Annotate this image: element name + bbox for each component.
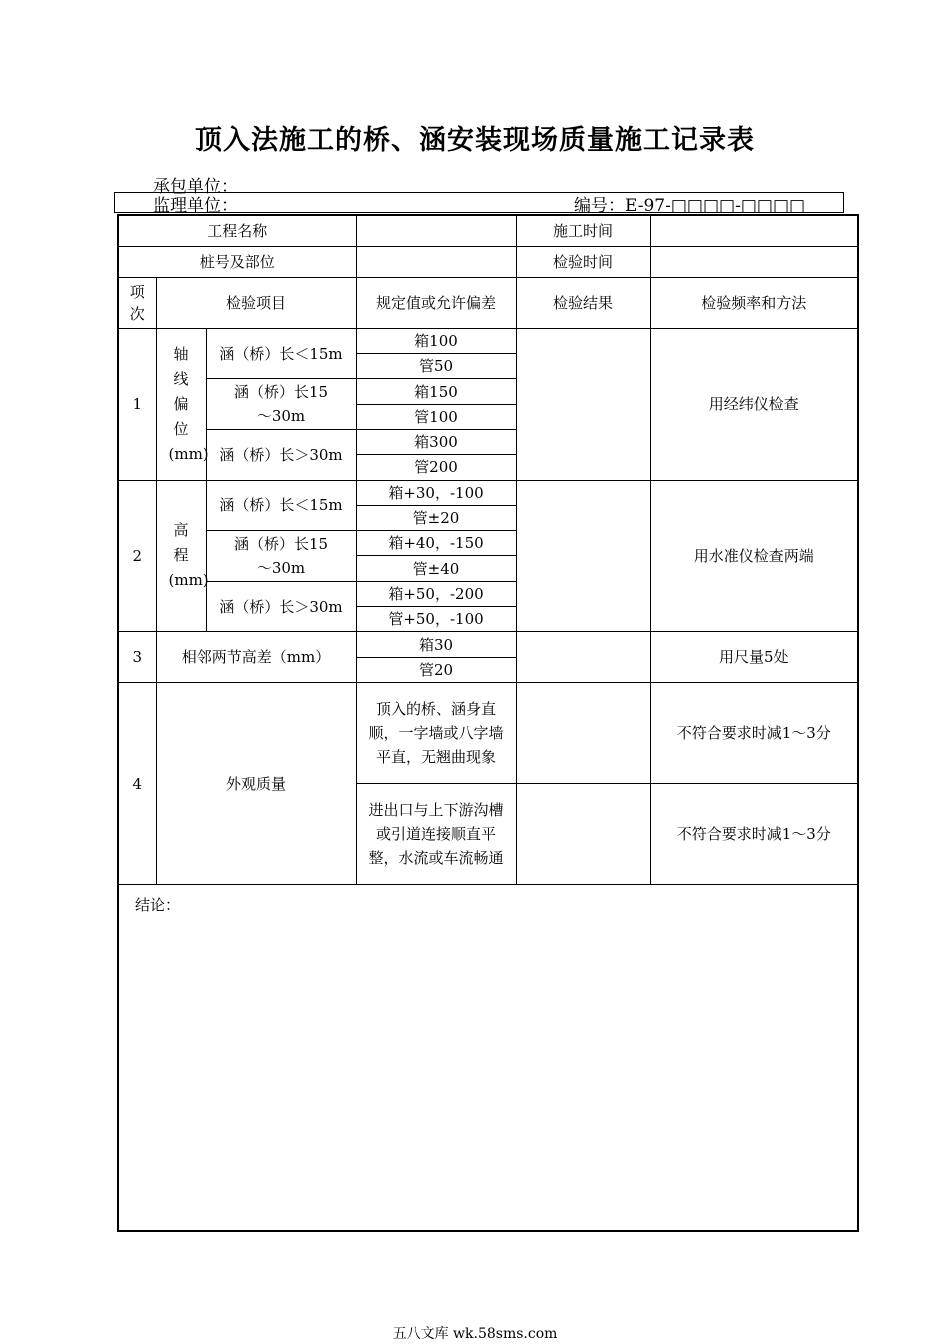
result-field[interactable] [516,682,650,783]
condition-cell: 涵（桥）长15～30m [206,531,356,582]
item-no: 3 [118,632,156,683]
tolerance-value: 箱+40，-150 [356,531,516,556]
inspection-record-table [117,214,859,1232]
serial-number: 编号：E-97-□□□□-□□□□ [574,196,806,216]
project-name-field[interactable] [356,215,516,246]
tolerance-value: 箱300 [356,430,516,455]
tolerance-value: 管100 [356,404,516,429]
result-field[interactable] [516,632,650,683]
method-cell: 用尺量5处 [650,632,858,683]
result-field[interactable] [516,480,650,632]
col-header-frequency: 检验频率和方法 [650,278,858,329]
construction-time-label: 施工时间 [516,215,650,246]
tolerance-value: 箱30 [356,632,516,657]
tolerance-value: 箱150 [356,379,516,404]
inspection-time-label: 检验时间 [516,246,650,277]
conclusion-field[interactable]: 结论： [118,885,858,1231]
item-no: 1 [118,328,156,480]
supervisor-label: 监理单位： [153,196,238,216]
col-header-item-no: 项次 [118,278,156,329]
method-cell: 用经纬仪检查 [650,328,858,480]
tolerance-value: 管50 [356,354,516,379]
tolerance-value: 箱+30，-100 [356,480,516,505]
result-field[interactable] [516,328,650,480]
project-name-label: 工程名称 [118,215,356,246]
construction-time-field[interactable] [650,215,858,246]
item-name: 外观质量 [156,682,356,884]
item-name: 高程(mm) [156,480,206,632]
tolerance-value: 箱100 [356,328,516,353]
contractor-label: 承包单位： [153,177,238,197]
tolerance-value: 管±40 [356,556,516,581]
condition-cell: 涵（桥）长＜15m [206,480,356,531]
condition-cell: 涵（桥）长＜15m [206,328,356,379]
condition-cell: 涵（桥）长＞30m [206,430,356,481]
item-no: 4 [118,682,156,884]
item-name: 轴线偏位(mm) [156,328,206,480]
requirement-cell: 进出口与上下游沟槽或引道连接顺直平整，水流或车流畅通 [356,784,516,885]
tolerance-value: 管20 [356,657,516,682]
result-field[interactable] [516,784,650,885]
condition-cell: 涵（桥）长15～30m [206,379,356,430]
page-title: 顶入法施工的桥、涵安装现场质量施工记录表 [195,125,755,156]
item-name: 相邻两节高差（mm） [156,632,356,683]
tolerance-value: 管200 [356,455,516,480]
method-cell: 用水准仪检查两端 [650,480,858,632]
condition-cell: 涵（桥）长＞30m [206,581,356,632]
inspection-time-field[interactable] [650,246,858,277]
station-label: 桩号及部位 [118,246,356,277]
col-header-result: 检验结果 [516,278,650,329]
col-header-tolerance: 规定值或允许偏差 [356,278,516,329]
method-cell: 不符合要求时减1～3分 [650,784,858,885]
requirement-cell: 顶入的桥、涵身直顺，一字墙或八字墙平直，无翘曲现象 [356,682,516,783]
item-no: 2 [118,480,156,632]
tolerance-value: 管±20 [356,505,516,530]
footer-watermark: 五八文库 wk.58sms.com [392,1326,558,1342]
method-cell: 不符合要求时减1～3分 [650,682,858,783]
tolerance-value: 箱+50，-200 [356,581,516,606]
tolerance-value: 管+50，-100 [356,607,516,632]
station-field[interactable] [356,246,516,277]
col-header-inspection-item: 检验项目 [156,278,356,329]
